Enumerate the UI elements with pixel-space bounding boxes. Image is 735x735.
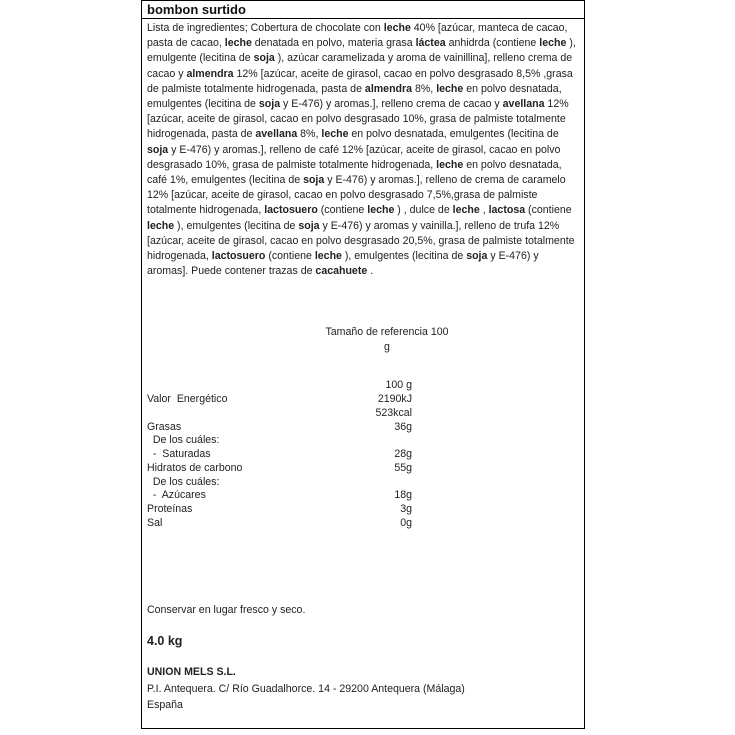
nutrition-value: 28g [394,448,412,460]
ingredient-text: anhidrda (contiene [445,37,540,50]
storage-instructions: Conservar en lugar fresco y seco. [147,604,306,616]
allergen-text: leche [314,250,342,263]
nutrition-value: 55g [394,462,412,474]
nutrition-row [147,488,427,502]
allergen-text: almendra [364,82,413,95]
title-divider [142,18,584,19]
reference-size-unit: g [384,341,390,354]
nutrition-value: 100 g [385,379,412,391]
allergen-text: soja [253,52,275,65]
ingredient-text: Lista de ingredientes; Cobertura de chocolate con [147,22,384,34]
allergen-text: cacahuete [315,265,368,278]
allergen-text: avellana [255,128,298,141]
allergen-text: avellana [502,98,545,111]
nutrition-row [147,378,427,392]
reference-size [312,325,462,355]
ingredient-text: ), emulgente (lecitina de [147,37,576,65]
ingredient-text: 40% [azúcar, manteca de cacao, pasta de cacao, [147,22,568,50]
ingredient-text: . [367,265,374,278]
net-weight: 4.0 kg [147,634,183,648]
nutrition-label: Valor Energético [147,393,228,405]
ingredient-text: y E-476) y aromas.], relleno de crema de caramelo 12% [azúcar, aceite de girasol, cacao en polvo desgrasado 7,5%,grasa de palmiste totalmente hidrogenada, [147,174,566,217]
ingredient-text: ), emulgentes (lecitina de [341,250,467,263]
ingredient-text: ), emulgentes (lecitina de [174,219,299,232]
ingredient-text: 12% [azúcar, aceite de girasol, cacao en polvo desgrasado 10%, grasa de palmiste totalmente hidrogenada, pasta de [147,98,569,141]
allergen-text: láctea [415,37,446,50]
allergen-text: leche [383,22,411,34]
nutrition-row [147,420,427,434]
allergen-text: leche [321,128,349,141]
product-title: bombon surtido [147,2,246,17]
nutrition-value: 36g [394,421,412,433]
nutrition-value: 523kcal [375,407,412,419]
allergen-text: leche [147,219,175,232]
nutrition-row [147,516,427,530]
nutrition-value: 0g [400,517,412,529]
allergen-text: soja [258,98,281,111]
ingredient-text: (contiene [317,204,368,217]
nutrition-row [147,406,427,420]
nutrition-row [147,447,427,461]
nutrition-value: 18g [394,489,412,501]
ingredient-text: en polvo desnatada, emulgentes (lecitina de [348,128,559,141]
allergen-text: lactosuero [264,204,318,217]
nutrition-label: De los cuáles: [147,434,220,446]
allergen-text: leche [436,158,464,171]
nutrition-row [147,502,427,516]
ingredient-text: 12% [azúcar, aceite de girasol, cacao en polvo desgrasado 8,5% ,grasa de palmiste totalmente hidrogenada, pasta de [147,67,573,95]
allergen-text: leche [436,82,464,95]
allergen-text: soja [298,219,320,232]
nutrition-row [147,392,427,406]
nutrition-value: 2190kJ [377,393,412,405]
allergen-text: leche [367,204,395,217]
ingredient-text: ) , dulce de [394,204,453,217]
allergen-text: leche [452,204,480,217]
ingredient-text: denatada en polvo, materia grasa [251,37,416,50]
reference-size-label: Tamaño de referencia 100 [325,326,449,338]
ingredient-text: y E-476) y aromas.], relleno de café 12% [azúcar, aceite de girasol, cacao en polvo desgrasado 10%, grasa de palmiste totalmente hidrogenada, [147,143,561,171]
allergen-text: leche [224,37,252,50]
allergen-text: soja [466,250,488,263]
nutrition-label: Grasas [147,421,182,433]
ingredient-text: en polvo desnatada, café 1%, emulgentes (lecitina de [147,158,562,187]
nutrition-row [147,475,427,489]
nutrition-label: De los cuáles: [147,476,220,488]
nutrition-label: - Azúcares [147,489,206,501]
ingredient-text: , [479,204,489,217]
ingredient-text: y E-476) y aromas y vainilla.], relleno de trufa 12% [azúcar, aceite de girasol, cacao en polvo desgrasado 20,5%, grasa de palmiste totalmente hidrogenada, [147,219,575,263]
ingredient-text: (contiene [265,250,315,263]
nutrition-label: Hidratos de carbono [147,462,243,474]
company-country: España [147,699,183,711]
nutrition-row [147,461,427,475]
nutrition-label: Proteínas [147,503,193,515]
ingredient-text: ), azúcar caramelizada y aroma de vainillina], relleno crema de cacao y [147,52,573,80]
company-address: P.I. Antequera. C/ Río Guadalhorce. 14 - 29200 Antequera (Málaga) [147,683,465,695]
allergen-text: lactosuero [211,250,266,263]
nutrition-label: - Saturadas [147,448,211,460]
nutrition-row [147,433,427,447]
ingredients-list [147,21,581,279]
allergen-text: almendra [186,67,234,80]
allergen-text: soja [303,174,325,187]
product-label [141,0,585,729]
ingredient-text: y E-476) y aromas]. Puede contener trazas de [147,250,539,278]
nutrition-label: Sal [147,517,163,529]
ingredient-text: en polvo desnatada, emulgentes (lecitina de [147,82,562,111]
allergen-text: leche [539,37,567,50]
ingredient-text: y E-476) y aromas.], relleno crema de cacao y [280,98,503,111]
allergen-text: lactosa [488,204,526,217]
allergen-text: soja [147,143,169,156]
ingredient-text: 8%, [297,128,322,141]
company-name: UNION MELS S.L. [147,666,236,678]
ingredient-text: (contiene [525,204,572,217]
ingredient-text: 8%, [412,82,437,95]
nutrition-value: 3g [400,503,412,515]
